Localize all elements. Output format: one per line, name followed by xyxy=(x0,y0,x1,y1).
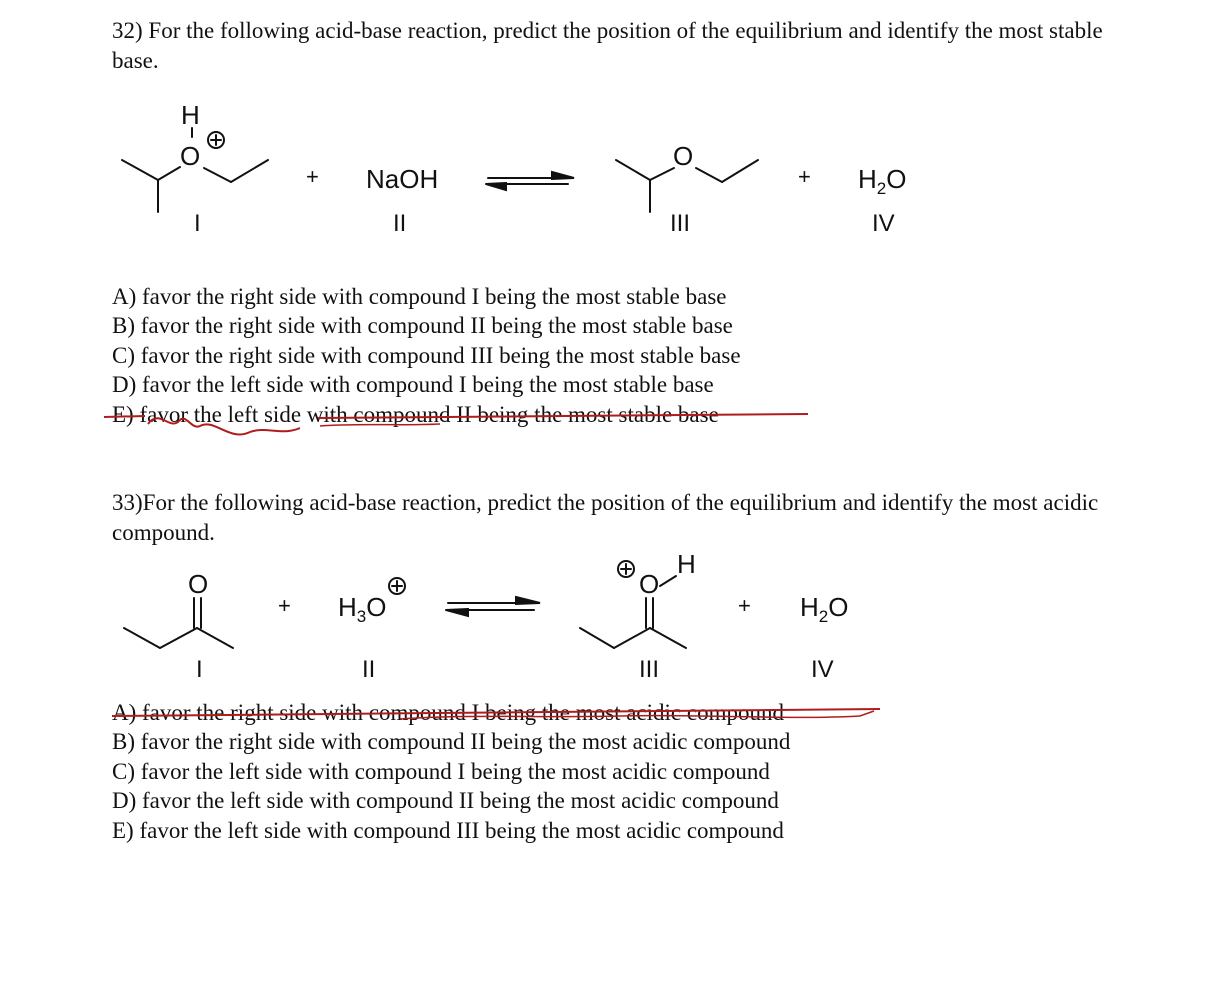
q32-plus-1: + xyxy=(306,164,319,189)
q33-label-I: I xyxy=(196,656,203,683)
q32-option-e: E) favor the left side with compound II being the most stable base xyxy=(112,402,719,427)
q32-label-III: III xyxy=(670,210,691,237)
q32-option-b: B) favor the right side with compound II being the most stable base xyxy=(112,313,733,338)
q33-reagent-hydronium: $H_3O$ xyxy=(338,592,387,626)
q32-reagent: NaOH xyxy=(366,164,439,194)
q32-atom-O-product: O xyxy=(673,141,694,171)
bond xyxy=(160,628,197,648)
bond xyxy=(660,576,676,586)
q32-atom-H: H xyxy=(181,100,200,130)
question-32-prompt: 32) For the following acid-base reaction, predict the position of the equilibrium and identify the most stable base. xyxy=(112,18,1103,73)
q32-option-a: A) favor the right side with compound I being the most stable base xyxy=(112,284,727,309)
q33-atom-H: H xyxy=(677,549,696,579)
q33-option-b: B) favor the right side with compound II being the most acidic compound xyxy=(112,729,791,754)
q33-label-IV: IV xyxy=(811,656,834,683)
q33-atom-O-product: O xyxy=(639,569,660,599)
bond xyxy=(124,628,160,648)
q32-plus-2: + xyxy=(798,164,811,189)
bond xyxy=(650,628,686,648)
q33-label-II: II xyxy=(362,656,376,683)
q32-label-I: I xyxy=(194,210,201,237)
q32-option-c: C) favor the right side with compound III being the most stable base xyxy=(112,343,741,368)
q33-product-water: $H_2O$ xyxy=(800,592,849,626)
q32-atom-O-reactant: O xyxy=(180,141,201,171)
q32-option-d: D) favor the left side with compound I being the most stable base xyxy=(112,372,714,397)
q33-option-c: C) favor the left side with compound I being the most acidic compound xyxy=(112,759,770,784)
q33-atom-O-reactant: O xyxy=(188,569,209,599)
q32-label-IV: IV xyxy=(872,210,895,237)
q33-label-III: III xyxy=(639,656,660,683)
q32-product-water: $H_2O$ xyxy=(858,164,907,198)
q33-plus-2: + xyxy=(738,593,751,618)
bond xyxy=(614,628,650,648)
question-33-prompt: 33)For the following acid-base reaction, predict the position of the equilibrium and identify the most acidic compound. xyxy=(112,490,1099,545)
q33-plus-1: + xyxy=(278,593,291,618)
bond xyxy=(580,628,614,648)
q33-option-e: E) favor the left side with compound III being the most acidic compound xyxy=(112,818,784,843)
q33-option-a: A) favor the right side with compound I being the most acidic compound xyxy=(112,700,784,725)
q32-label-II: II xyxy=(393,210,407,237)
bond xyxy=(197,628,233,648)
q33-option-d: D) favor the left side with compound II being the most acidic compound xyxy=(112,788,779,813)
